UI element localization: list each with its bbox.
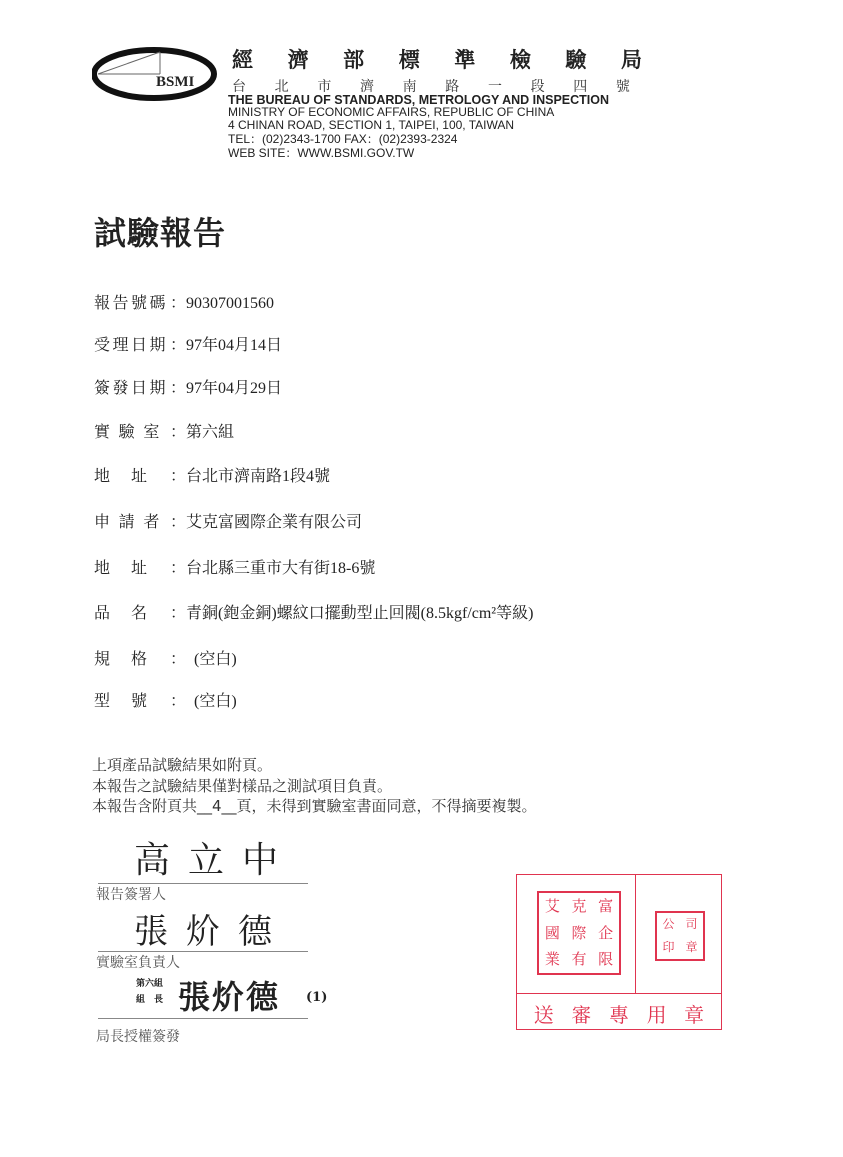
field-label: 規 格 ：: [94, 649, 186, 668]
field-value: 艾克富國際企業有限公司: [186, 514, 363, 531]
signature-lab-head: 張炌德: [134, 912, 290, 952]
page-title: 試驗報告: [94, 214, 227, 252]
field-label: 品 名 ：: [94, 603, 186, 622]
note-1: 上項產品試驗結果如附頁。: [92, 756, 273, 774]
submission-stamp: [516, 874, 722, 1030]
agency-name-en: THE BUREAU OF STANDARDS, METROLOGY AND INSPECTION: [228, 93, 610, 107]
field-value: 90307001560: [186, 295, 274, 312]
field-model: [94, 688, 237, 711]
ministry-en: MINISTRY OF ECONOMIC AFFAIRS, REPUBLIC OF CHINA: [228, 105, 555, 119]
tel-fax: TEL：(02)2343-1700 FAX：(02)2393-2324: [228, 132, 458, 146]
stamp-caption: 送 審 專 用 章: [533, 1003, 705, 1027]
field-label: 報 告 號 碼 ：: [94, 293, 186, 312]
field-value: 台北市濟南路1段4號: [186, 468, 331, 485]
signature-group-chief-stamp: 張炌德: [178, 978, 281, 1016]
field-value: 青銅(鉋金銅)螺紋口擺動型止回閥(8.5kgf/cm²等級): [186, 605, 534, 622]
field-report-number: [94, 290, 274, 313]
field-issue-date: [94, 375, 282, 398]
label-director-authorized: 局長授權簽發: [96, 1029, 180, 1045]
note-2: 本報告之試驗結果僅對樣品之測試項目負責。: [92, 777, 393, 795]
signature-divider: [98, 1018, 308, 1019]
field-laboratory: [94, 419, 234, 442]
company-seal: 艾 克 富 國 際 企 業 有 限: [537, 891, 621, 975]
agency-address-cn: 台 北 市 濟 南 路 一 段 四 號: [232, 79, 630, 95]
field-label: 申 請 者 ：: [94, 512, 186, 531]
field-label: 型 號 ：: [94, 691, 186, 710]
label-report-signer: 報告簽署人: [96, 887, 166, 903]
field-value: 97年04月29日: [186, 380, 283, 397]
field-specification: [94, 646, 237, 669]
field-label: 地 址 ：: [94, 558, 186, 577]
field-value: 台北縣三重市大有街18-6號: [186, 560, 376, 577]
field-value: 第六組: [186, 424, 235, 441]
agency-name-cn: 經 濟 部 標 準 檢 驗 局: [232, 47, 642, 72]
note-3: 本報告含附頁共__4__頁，未得到實驗室書面同意，不得摘要複製。: [92, 797, 537, 815]
signature-report-signer: 高立中: [134, 840, 297, 881]
field-value: (空白): [186, 693, 237, 710]
bsmi-logo: [92, 44, 222, 104]
field-label: 實 驗 室 ：: [94, 422, 186, 441]
field-label: 簽 發 日 期 ：: [94, 378, 186, 397]
person-seal: 公 司 印 章: [655, 911, 705, 961]
field-value: (空白): [186, 651, 237, 668]
label-lab-head: 實驗室負責人: [96, 955, 180, 971]
field-applicant: [94, 509, 362, 532]
group-stamp-prefix: 第六組 組 長: [136, 979, 164, 1005]
field-label: 受 理 日 期 ：: [94, 335, 186, 354]
field-value: 97年04月14日: [186, 337, 283, 354]
stamp-suffix: (1): [306, 990, 328, 1005]
field-applicant-address: [94, 555, 375, 578]
logo-text: BSMI: [156, 74, 195, 90]
website: WEB SITE：WWW.BSMI.GOV.TW: [228, 146, 415, 160]
address-en: 4 CHINAN ROAD, SECTION 1, TAIPEI, 100, TAIWAN: [228, 118, 515, 132]
field-lab-address: [94, 463, 330, 486]
field-received-date: [94, 332, 282, 355]
field-product-name: [94, 600, 533, 623]
field-label: 地 址 ：: [94, 466, 186, 485]
